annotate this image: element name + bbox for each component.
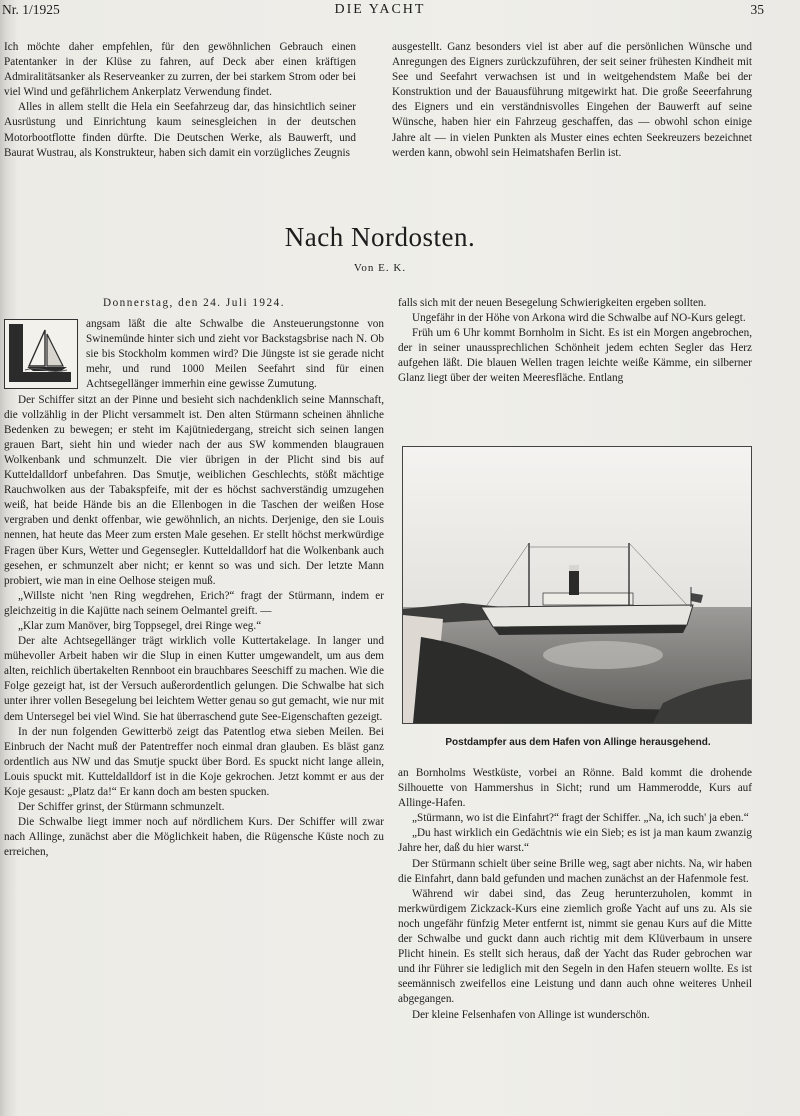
paragraph: Der alte Achtsegellänger trägt wirklich volle Kuttertakelage. In langer und mühevoller Arbeit haben wir die Slup in einen Kutter umgewandelt, um aus dem alten, reichlich übertakelten Rennboot ein brauchbares Seeschiff zu machen. Wie die Folge gezeigt hat, ist der Versuch außerordentlich gelungen. Die Schwalbe hat sich unter ihrer vollen Besegelung bei leichtem Wetter genau so gut gemacht, wie nur mit dem Untersegel bei viel Wind. Sie hat überraschend gute See-Eigenschaften gezeigt. [4,635,384,723]
paragraph: Die Schwalbe liegt immer noch auf nördlichem Kurs. Der Schiffer will zwar nach Allinge, zunächst aber die Möglichkeit haben, die Rügensche Küste noch zu erreichen, [4,816,384,859]
paragraph: Der kleine Felsenhafen von Allinge ist wunderschön. [412,1008,650,1021]
paragraph: Ich möchte daher empfehlen, für den gewöhnlichen Gebrauch einen Patentanker in der Klüse zu fahren, auf Deck aber einen kräftigen Admiralitätsanker als Reserveanker zu zurren, der bei starkem Strom oder bei viel Wind und gefährlichem Ankerplatz Verwendung findet. [4,41,356,99]
paragraph: Ungefähr in der Höhe von Arkona wird die Schwalbe auf NO-Kurs gelegt. [412,312,746,325]
article-right-column-top [398,296,752,387]
steamer-photograph [402,446,752,724]
magazine-title: DIE YACHT [334,2,426,17]
drop-cap-illustration [4,319,78,389]
paragraph: Während wir dabei sind, das Zeug herunterzuholen, kommt in merkwürdigem Zickzack-Kurs eine ziemlich große Yacht auf uns zu. Als sie noch ungefähr fünfzig Meter entfernt ist, nimmt sie genau Kurs auf die Mitte der Schwalbe und guckt dann auch richtig mit dem Klüverbaum in unsere Plicht hinein. Es stellt sich heraus, daß der Yacht das Ruder gebrochen war und ihr Führer sie lediglich mit den Segeln in den Hafen steuern wollte. Es ist seemännisch zweifellos eine Leistung und dann auch ohne weiteres Unheil abgegangen. [398,887,752,1006]
paragraph: „Klar zum Manöver, birg Toppsegel, drei Ringe weg.“ [18,619,262,632]
issue-number: Nr. 1/1925 [2,2,60,17]
article-byline: Von E. K. [353,262,407,274]
previous-article-right-column [392,40,752,161]
page-number: 35 [750,2,764,17]
paragraph: falls sich mit der neuen Besegelung Schwierigkeiten ergeben sollten. [398,297,707,309]
paragraph: „Du hast wirklich ein Gedächtnis wie ein Sieb; es ist ja man kaum zwanzig Jahre her, daß du hier warst.“ [398,827,752,855]
page-header [0,2,800,20]
paragraph: Der Schiffer sitzt an der Pinne und besieht sich nachdenklich seine Mannschaft, die vollzählig in der Plicht versammelt ist. Den alten Stürmann scheinen ähnliche Bedenken zu bewegen; er steht im Kajütniedergang, streicht sich seinen langen grauen Bart, sieht hin und wieder nach der aus SW kommenden blaugrauen Wolkenbank und schmunzelt. Die vier übrigen in der Plicht sind bis auf Kutteldalldorf unbefahren. Das Smutje, weiblichen Geschlechts, stößt mächtige Rauchwolken aus der Tabakspfeife, mit der es höchst sachverständig umzugehen weiß, hat beide Hände bis an die Ellenbogen in die Taschen der weißen Hose vergraben und denkt offenbar, wie gewöhnlich, an nichts. Derjenige, den sie Louis nennen, hat heute das Meer zum ersten Male gesehen. Er stellt höchst merkwürdige Fragen über Kurs, Wetter und Gegensegler. Kutteldalldorf hat die Wolkenbank auch gesehen, er schmunzelt aber nicht; er kennt so was und sich. Der letzte Mann probiert, wie man in eine Oelhose steigen muß. [4,393,384,587]
paragraph: angsam läßt die alte Schwalbe die Ansteuerungstonne von Swinemünde hinter sich und zieht vor Backstagsbrise nach N. Ob sie bis Stockholm kommen wird? Die Jüngste ist sie gerade nicht mehr, und rund 1000 Meilen Seefahrt sind für einen Achtsegellänger immerhin eine gewisse Zumutung. [86,318,384,391]
article-right-column-bottom [398,766,752,1023]
paragraph: „Willste nicht 'nen Ring wegdrehen, Erich?“ fragt der Stürmann, indem er gleichzeitig in die Kajütte nach seinem Oelmantel greift. — [4,589,384,617]
paragraph: Alles in allem stellt die Hela ein Seefahrzeug dar, das hinsichtlich seiner Ausrüstung und Einrichtung kaum seinesgleichen in der deutschen Motorbootflotte finden dürfte. Die Deutschen Werke, als Bauwerft, und Baurat Wustrau, als Konstrukteur, haben sich damit ein vorzügliches Zeugnis [4,101,356,159]
harbor-steamer-photo [403,447,751,723]
paragraph: Der Stürmann schielt über seine Brille weg, sagt aber nichts. Na, wir haben die Einfahrt, dann bald gefunden und machen zunächst an der Hafenmole fest. [398,857,752,885]
paragraph: Früh um 6 Uhr kommt Bornholm in Sicht. Es ist ein Morgen angebrochen, der in seiner unaussprechlichen Schönheit jedem echten Segler das Herz aufgehen läßt. Die blauen Wellen tragen leichte weiße Kämme, ein silberner Glanz liegt über der weiten Meeresfläche. Entlang [398,327,752,385]
paragraph: In der nun folgenden Gewitterbö zeigt das Patentlog etwa sieben Meilen. Bei Einbruch der Nacht muß der Patentreffer noch einmal dran glauben. Es bläst ganz ordentlich aus NW und das Smutje spuckt über Bord. Es spuckt nicht lange allein, Louis spuckt mit. Kutteldalldorf ist in die Koje gekrochen. Jetzt kommt er aus der Koje gesaust: „Platz da!“ Er kann doch am besten spucken. [4,725,384,798]
article-left-column [4,296,384,860]
photo-caption: Postdampfer aus dem Hafen von Allinge herausgehend. [445,737,711,748]
sailboat-letter-l-icon [5,320,77,388]
article-title: Nach Nordosten. [284,222,476,252]
paragraph: Der Schiffer grinst, der Stürmann schmunzelt. [18,801,225,814]
paragraph: ausgestellt. Ganz besonders viel ist aber auf die persönlichen Wünsche und Anregungen des Eigners zurückzuführen, der seit seiner frühesten Kindheit mit See und Seefahrt verwachsen ist und in weitgehendstem Maße bei der Konstruktion und der Bauausführung mitgewirkt hat. Die große Seeerfahrung des Eigners und ein verständnisvolles Eingehen der Bauwerft auf seine Wünsche, haben hier ein Fahrzeug geschaffen, das — obwohl schon einige Jahre alt — in vielen Punkten als Muster eines echten Seekreuzers bezeichnet werden kann, obwohl sein Heimatshafen Berlin ist. [392,41,752,159]
previous-article-left-column [4,40,356,161]
paragraph: an Bornholms Westküste, vorbei an Rönne. Bald kommt die drohende Silhouette von Hammershus in Sicht; rund um Hammerodde, Kurs auf Allinge-Hafen. [398,767,752,810]
dateline: Donnerstag, den 24. Juli 1924. [102,297,286,309]
paragraph: „Stürmann, wo ist die Einfahrt?“ fragt der Schiffer. „Na, ich such' ja eben.“ [412,812,749,825]
